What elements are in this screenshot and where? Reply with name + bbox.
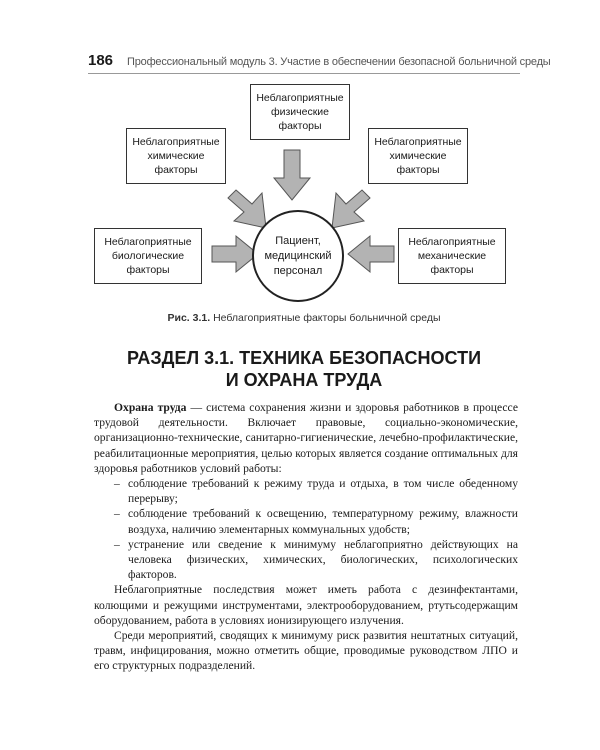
section-title [88, 347, 520, 391]
term: Охрана труда [114, 401, 187, 414]
factor-line: факторы [278, 120, 322, 132]
factor-line: факторы [396, 164, 440, 176]
factor-line: механические [417, 250, 487, 262]
bullet-list [94, 476, 518, 582]
body-text [94, 400, 518, 674]
factor-box-chemical-right [368, 128, 468, 184]
factor-line: биологические [111, 250, 185, 262]
arrow-upper-right [332, 190, 370, 228]
factor-box-mechanical [398, 228, 506, 284]
factor-line: химические [389, 150, 447, 162]
paragraph: Среди мероприятий, сводящих к минимуму риск развития нештатных ситуаций, травм, инфицирования, можно отметить общие, проводимые руководством ЛПО и его структурных подразделений. [94, 629, 518, 673]
header-rule [88, 73, 520, 74]
list-item-text: устранение или сведение к минимуму неблагоприятно действующих на человека физических, химических, биологических, психологических факторов. [128, 537, 518, 582]
factor-line: Неблагоприятные [132, 136, 220, 148]
center-line: медицинский [264, 249, 332, 262]
center-circle [252, 210, 344, 302]
page-number: 186 [88, 52, 114, 69]
factor-line: Неблагоприятные [256, 92, 344, 104]
arrow-right [348, 236, 394, 272]
running-title: Профессиональный модуль 3. Участие в обеспечении безопасной больничной среды [127, 56, 551, 68]
list-item: – устранение или сведение к минимуму неблагоприятно действующих на человека физических, химических, биологических, психологических факторов. [114, 537, 518, 582]
factor-box-physical [250, 84, 350, 140]
list-item-text: соблюдение требований к освещению, температурному режиму, влажности воздуха, наличию элементарных коммунальных удобств; [128, 507, 518, 536]
factor-box-biological [94, 228, 202, 284]
factor-box-chemical-left [126, 128, 226, 184]
figure-caption [88, 312, 520, 324]
center-line: персонал [273, 264, 323, 277]
paragraph: Неблагоприятные последствия может иметь работа с дезинфектантами, колющими и режущими инструментами, электрооборудованием, ртутьсодержащим оборудованием, работа в условиях ионизирующего излучения. [94, 583, 518, 627]
factor-line: химические [147, 150, 205, 162]
caption-text: Неблагоприятные факторы больничной среды [213, 312, 441, 324]
section-title-line: РАЗДЕЛ 3.1. ТЕХНИКА БЕЗОПАСНОСТИ [126, 348, 482, 368]
page-header [88, 52, 551, 69]
arrow-upper-left [228, 190, 266, 228]
list-item: – соблюдение требований к освещению, температурному режиму, влажности воздуха, наличию элементарных коммунальных удобств; [114, 507, 518, 536]
paragraph [94, 400, 518, 476]
caption-label: Рис. 3.1. [167, 312, 211, 324]
factor-line: Неблагоприятные [104, 236, 192, 248]
factors-diagram [88, 78, 520, 310]
factor-line: Неблагоприятные [374, 136, 462, 148]
factor-line: физические [270, 106, 330, 118]
factor-line: Неблагоприятные [408, 236, 496, 248]
list-item: – соблюдение требований к режиму труда и отдыха, в том числе обеденному перерыву; [114, 477, 518, 506]
list-item-text: соблюдение требований к режиму труда и отдыха, в том числе обеденному перерыву; [128, 477, 518, 506]
paragraph-text: — система сохранения жизни и здоровья работников в процессе трудовой деятельности. Включает правовые, социально-экономические, организационно-технические, санитарно-гигиенические, лечебно-профилактические, реабилитационные мероприятия, целью которых является создание оптимальных для здоровья работников условий работы: [94, 401, 518, 475]
arrow-top [274, 150, 310, 200]
factor-line: факторы [430, 264, 474, 276]
factor-line: факторы [126, 264, 170, 276]
center-line: Пациент, [275, 234, 321, 247]
section-title-line: И ОХРАНА ТРУДА [225, 370, 383, 390]
factor-line: факторы [154, 164, 198, 176]
